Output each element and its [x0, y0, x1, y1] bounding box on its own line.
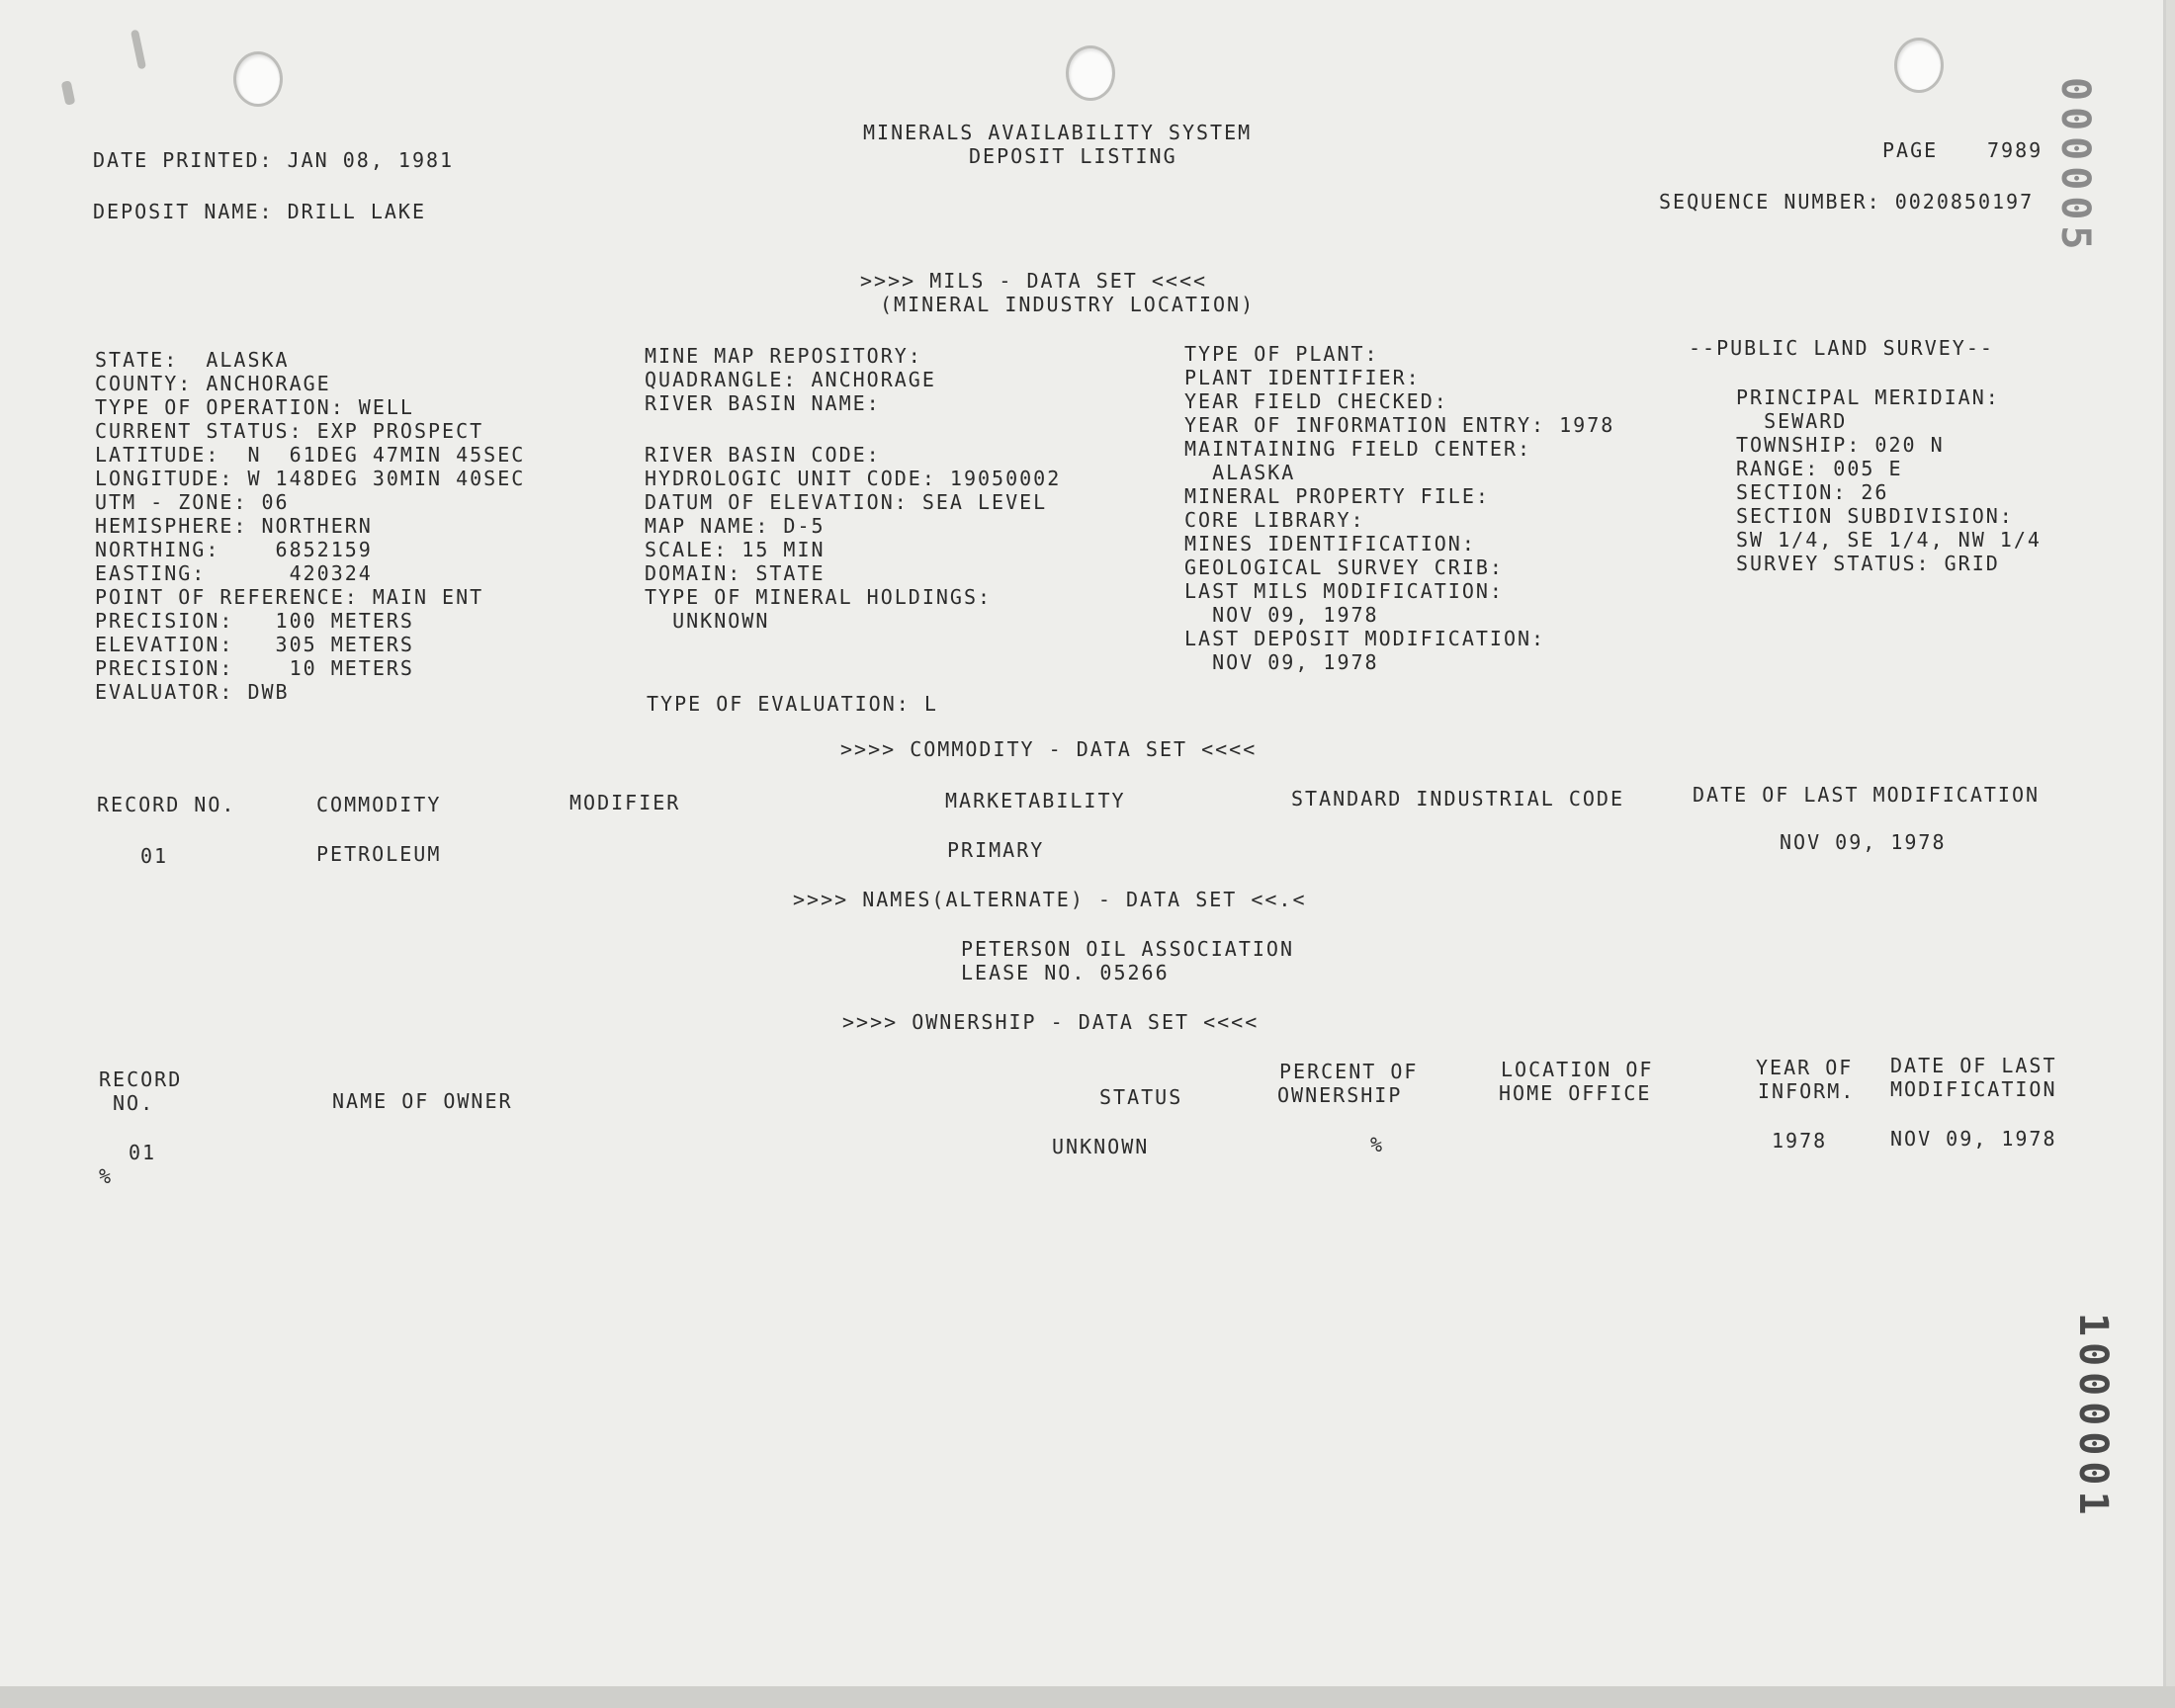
- scanner-edge: [0, 1686, 2175, 1708]
- ownership-header-date-2: MODIFICATION: [1890, 1077, 2057, 1101]
- ownership-status: UNKNOWN: [1052, 1135, 1150, 1158]
- commodity-date-last-mod: NOV 09, 1978: [1780, 830, 1947, 854]
- elevation-field: ELEVATION: 305 METERS: [95, 633, 414, 656]
- punch-hole-right: [1894, 38, 1944, 93]
- ownership-header-percent-2: OWNERSHIP: [1277, 1083, 1403, 1107]
- mineral-property-file-field: MINERAL PROPERTY FILE:: [1184, 484, 1490, 508]
- operation-type-field: TYPE OF OPERATION: WELL: [95, 395, 414, 419]
- mils-column-codes: [645, 443, 1061, 633]
- ownership-header-year-2: INFORM.: [1758, 1079, 1856, 1103]
- principal-meridian-value: SEWARD: [1736, 409, 1848, 433]
- mils-column-location: [95, 348, 525, 704]
- mine-map-repository-field: MINE MAP REPOSITORY:: [645, 344, 922, 368]
- ownership-trailing-mark: %: [99, 1164, 114, 1188]
- longitude-field: LONGITUDE: W 148DEG 30MIN 40SEC: [95, 467, 526, 490]
- mineral-holdings-field: TYPE OF MINERAL HOLDINGS:: [645, 585, 993, 609]
- ownership-header-no: NO.: [113, 1091, 155, 1115]
- punch-hole-left: [233, 51, 283, 107]
- maintaining-field-center-field: MAINTAINING FIELD CENTER:: [1184, 437, 1532, 461]
- alternate-name-1: PETERSON OIL ASSOCIATION: [961, 937, 1294, 961]
- mines-identification-field: MINES IDENTIFICATION:: [1184, 532, 1476, 555]
- county-field: COUNTY: ANCHORAGE: [95, 372, 331, 395]
- commodity-record-no: 01: [140, 844, 169, 868]
- names-section-title: >>>> NAMES(ALTERNATE) - DATA SET <<.<: [793, 888, 1307, 911]
- mils-section-title: >>>> MILS - DATA SET <<<<: [860, 269, 1208, 293]
- page-label: PAGE: [1882, 138, 1939, 162]
- ownership-record-no: 01: [129, 1141, 157, 1164]
- river-basin-name-field: RIVER BASIN NAME:: [645, 391, 881, 415]
- last-deposit-modification-field: LAST DEPOSIT MODIFICATION:: [1184, 627, 1546, 650]
- ownership-header-date-1: DATE OF LAST: [1890, 1054, 2057, 1077]
- state-field: STATE: ALASKA: [95, 348, 290, 372]
- northing-field: NORTHING: 6852159: [95, 538, 373, 561]
- commodity-header-commodity: COMMODITY: [316, 793, 442, 816]
- system-title: MINERALS AVAILABILITY SYSTEM: [863, 121, 1253, 144]
- handwritten-mark: [130, 30, 146, 70]
- year-field-checked-field: YEAR FIELD CHECKED:: [1184, 389, 1448, 413]
- ownership-header-record: RECORD: [99, 1068, 183, 1091]
- township-field: TOWNSHIP: 020 N: [1736, 433, 1945, 457]
- ownership-header-status: STATUS: [1099, 1085, 1183, 1109]
- page-number: 7989: [1987, 138, 2044, 162]
- mineral-holdings-value: UNKNOWN: [645, 609, 770, 633]
- frame-number-stamp: 000005: [2052, 77, 2098, 256]
- last-mils-modification-field: LAST MILS MODIFICATION:: [1184, 579, 1504, 603]
- mils-column-maps: [645, 344, 936, 415]
- deposit-name: DEPOSIT NAME: DRILL LAKE: [93, 200, 426, 223]
- commodity-marketability: PRIMARY: [947, 838, 1045, 862]
- last-deposit-modification-value: NOV 09, 1978: [1184, 650, 1379, 674]
- last-mils-modification-value: NOV 09, 1978: [1184, 603, 1379, 627]
- punch-hole-center: [1066, 45, 1115, 101]
- ownership-section-title: >>>> OWNERSHIP - DATA SET <<<<: [842, 1010, 1260, 1034]
- principal-meridian-field: PRINCIPAL MERIDIAN:: [1736, 385, 2000, 409]
- ownership-header-location-2: HOME OFFICE: [1499, 1081, 1652, 1105]
- frame-number-stamp-bottom: 1000001: [2070, 1313, 2116, 1521]
- year-info-entry-field: YEAR OF INFORMATION ENTRY: 1978: [1184, 413, 1615, 437]
- commodity-header-record-no: RECORD NO.: [97, 793, 236, 816]
- ownership-header-name-of-owner: NAME OF OWNER: [332, 1089, 513, 1113]
- commodity-name: PETROLEUM: [316, 842, 442, 866]
- utm-zone-field: UTM - ZONE: 06: [95, 490, 290, 514]
- ownership-header-percent-1: PERCENT OF: [1279, 1060, 1419, 1083]
- commodity-header-date-last-mod: DATE OF LAST MODIFICATION: [1693, 783, 2041, 807]
- datum-of-elevation-field: DATUM OF ELEVATION: SEA LEVEL: [645, 490, 1048, 514]
- plant-identifier-field: PLANT IDENTIFIER:: [1184, 366, 1421, 389]
- handwritten-mark: [61, 80, 76, 106]
- mils-column-land-survey: [1736, 385, 2042, 575]
- type-of-plant-field: TYPE OF PLANT:: [1184, 342, 1379, 366]
- commodity-section-title: >>>> COMMODITY - DATA SET <<<<: [840, 737, 1258, 761]
- range-field: RANGE: 005 E: [1736, 457, 1903, 480]
- scale-field: SCALE: 15 MIN: [645, 538, 826, 561]
- ownership-date: NOV 09, 1978: [1890, 1127, 2057, 1151]
- section-subdivision-field: SECTION SUBDIVISION:: [1736, 504, 2014, 528]
- evaluator-field: EVALUATOR: DWB: [95, 680, 290, 704]
- commodity-header-marketability: MARKETABILITY: [945, 789, 1126, 812]
- public-land-survey-title: --PUBLIC LAND SURVEY--: [1689, 336, 1994, 360]
- date-printed: DATE PRINTED: JAN 08, 1981: [93, 148, 455, 172]
- quadrangle-field: QUADRANGLE: ANCHORAGE: [645, 368, 936, 391]
- ownership-year: 1978: [1772, 1129, 1828, 1153]
- sequence-number: SEQUENCE NUMBER: 0020850197: [1659, 190, 2035, 214]
- domain-field: DOMAIN: STATE: [645, 561, 826, 585]
- alternate-name-2: LEASE NO. 05266: [961, 961, 1170, 984]
- mils-section-subtitle: (MINERAL INDUSTRY LOCATION): [880, 293, 1256, 316]
- point-of-reference-field: POINT OF REFERENCE: MAIN ENT: [95, 585, 484, 609]
- field-center-value: ALASKA: [1184, 461, 1296, 484]
- ownership-percent: %: [1370, 1133, 1385, 1156]
- type-of-evaluation-field: TYPE OF EVALUATION: L: [647, 692, 938, 716]
- elevation-precision-field: PRECISION: 10 METERS: [95, 656, 414, 680]
- core-library-field: CORE LIBRARY:: [1184, 508, 1365, 532]
- current-status-field: CURRENT STATUS: EXP PROSPECT: [95, 419, 484, 443]
- river-basin-code-field: RIVER BASIN CODE:: [645, 443, 881, 467]
- map-name-field: MAP NAME: D-5: [645, 514, 826, 538]
- commodity-header-modifier: MODIFIER: [569, 791, 681, 814]
- latitude-field: LATITUDE: N 61DEG 47MIN 45SEC: [95, 443, 526, 467]
- listing-title: DEPOSIT LISTING: [969, 144, 1177, 168]
- commodity-header-sic: STANDARD INDUSTRIAL CODE: [1291, 787, 1624, 811]
- ownership-header-location-1: LOCATION OF: [1501, 1058, 1654, 1081]
- section-field: SECTION: 26: [1736, 480, 1889, 504]
- hydrologic-unit-code-field: HYDROLOGIC UNIT CODE: 19050002: [645, 467, 1062, 490]
- precision-field: PRECISION: 100 METERS: [95, 609, 414, 633]
- mils-column-admin: [1184, 342, 1614, 674]
- survey-status-field: SURVEY STATUS: GRID: [1736, 552, 2000, 575]
- geological-survey-crib-field: GEOLOGICAL SURVEY CRIB:: [1184, 555, 1504, 579]
- easting-field: EASTING: 420324: [95, 561, 373, 585]
- section-subdivision-value: SW 1/4, SE 1/4, NW 1/4: [1736, 528, 2042, 552]
- ownership-header-year-1: YEAR OF: [1756, 1056, 1854, 1079]
- hemisphere-field: HEMISPHERE: NORTHERN: [95, 514, 373, 538]
